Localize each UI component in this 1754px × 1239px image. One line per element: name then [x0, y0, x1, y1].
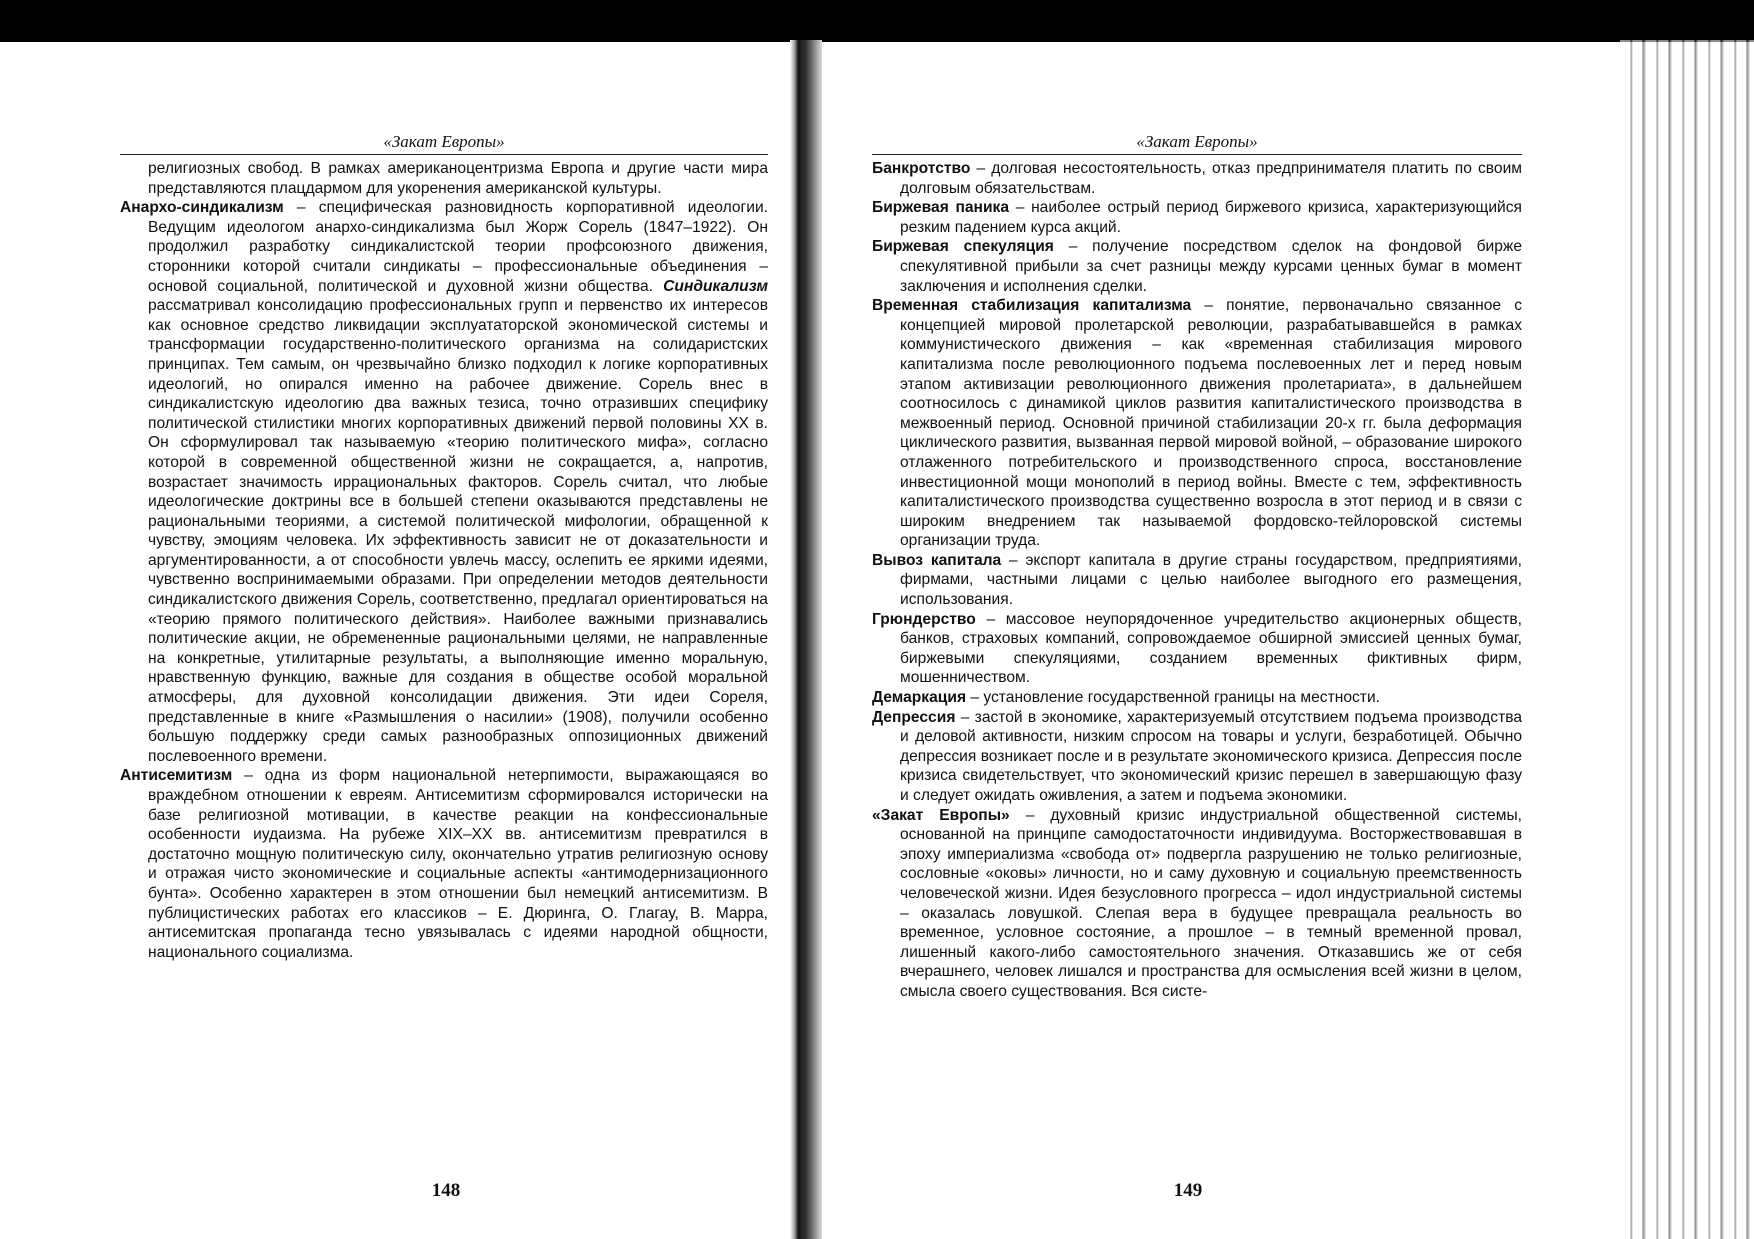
- left-page-number: 148: [431, 1180, 461, 1201]
- entry-text: – установление государственной границы на местности.: [966, 689, 1380, 707]
- entry-term: Демаркация: [872, 689, 967, 707]
- left-running-head: «Закат Европы»: [120, 130, 768, 155]
- entry-term: Грюндерство: [872, 610, 976, 628]
- book-spine-shadow-right: [804, 40, 822, 1239]
- entry-emphasis: Синдикализм: [663, 277, 768, 295]
- right-page-number: 149: [1173, 1180, 1203, 1201]
- entry-term: Депрессия: [872, 708, 956, 726]
- entry-text: – понятие, первоначально связанное с концепцией мировой пролетарской революции, разрабатывавшейся в рамках коммунистического движения – как «временная стабилизация мирового капитализма после революционного подъема послевоенных лет и перед новым этапом активизации революционного движения пролетариата», в дальнейшем соотносилось с динамикой циклов развития капиталистического производства в межвоенный период. Основной причиной стабилизации 20-х гг. была деформация циклического развития, вызванная первой мировой войной, – образование широкого отлаженного потребительского и производственного спроса, восстановление инвестиционной мощи монополий в период войны. Вместе с тем, эффективность капиталистического производства существенно возросла в этот период и в связи с широким внедрением так называемой фордовско-тейлоровской системы организации труда.: [900, 297, 1522, 550]
- left-page-text: [120, 159, 768, 962]
- entry-text: рассматривал консолидацию профессиональных групп и первенство их интересов как основное средство ликвидации эксплуататорской экономической системы и трансформации государственно-политического организма на солидаристских принципах. Тем самым, он чрезвычайно близко подходил к логике корпоративных идеологий, но опирался именно на рабочее движение. Сорель внес в синдикалистскую идеологию два важных тезиса, точно отразивших специфику политической стилистики многих корпоративных движений первой половины XX в. Он сформулировал так называемую «теорию политического мифа», согласно которой в современной общественной жизни не сокращается, а, напротив, возрастает значимость иррациональных факторов. Сорель считал, что любые идеологические доктрины все в большей степени оказываются представлены не рациональными теориями, а системой политической мифологии, обращенной к чувству, эмоциям человека. Их эффективность зависит не от доказательности и аргументированности, а от способности увлечь массу, ослепить ее яркими идеями, чувственно воспринимаемыми образами. При определении методов деятельности синдикалистского движения Сорель, соответственно, предлагал ориентироваться на «теорию прямого политического действия». Наиболее важными признавались политические акции, не обремененные рациональными целями, не направленные на конкретные, утилитарные результаты, а выполняющие именно моральную, нравственную функцию, важные для создания в обществе особой моральной атмосферы, для духовной консолидации движения. Эти идеи Сореля, представленные в книге «Размышления о насилии» (1908), получили особенно большую поддержку среди самых разнообразных оппозиционных движений послевоенного времени.: [148, 297, 768, 765]
- entry-text: – застой в экономике, характеризуемый отсутствием подъема производства и деловой активности, низким спросом на товары и услуги, безработицей. Обычно депрессия возникает после и в результате экономического кризиса. Депрессия после кризиса свидетельствует, что экономический кризис перешел в завершающую фазу и следует ожидать оживления, а затем и подъема экономики.: [900, 708, 1522, 804]
- entry-text: – экспорт капитала в другие страны государством, предприятиями, фирмами, частными лицами с целью наиболее выгодного его размещения, использования.: [900, 551, 1522, 609]
- entry-text: – одна из форм национальной нетерпимости, выражающаяся во враждебном отношении к евреям. Антисемитизм сформировался исторически на базе религиозной мотивации, в качестве реакции на конфессиональные особенности иудаизма. На рубеже XIX–XX вв. антисемитизм превратился в достаточно мощную политическую силу, окончательно утратив религиозную основу и отражая чисто экономические и социальные аспекты «антимодернизационного бунта». Особенно характерен в этом отношении был немецкий антисемитизм. В публицистических работах его классиков – Е. Дюринга, О. Глагау, В. Марра, антисемитская пропаганда тесно увязывалась с идеями народной общности, национального социализма.: [148, 767, 768, 961]
- entry-text: – массовое неупорядоченное учредительство акционерных обществ, банков, страховых компаний, сопровождаемое обширной эмиссией ценных бумаг, биржевыми спекуляциями, созданием временных фиктивных фирм, мошенничеством.: [900, 610, 1522, 687]
- entry-text: – получение посредством сделок на фондовой бирже спекулятивной прибыли за счет разницы между курсами ценных бумаг в момент заключения и исполнения сделки.: [900, 238, 1522, 295]
- left-page: [120, 130, 768, 962]
- page-edges-right: [1620, 40, 1754, 1239]
- right-page-text: [872, 159, 1522, 1002]
- entry-term: Банкротство: [872, 160, 971, 177]
- entry-text: – наиболее острый период биржевого кризиса, характеризующийся резким падением курса акций.: [900, 199, 1522, 236]
- entry-antisemitism: [120, 766, 768, 962]
- entry-term: «Закат Европы»: [872, 806, 1010, 824]
- entry-term: Биржевая спекуляция: [872, 238, 1054, 256]
- entry-term: Анархо-синдикализм: [120, 199, 284, 217]
- entry-demarcation: [872, 688, 1522, 708]
- book-spine-shadow-left: [790, 40, 804, 1239]
- continuation-paragraph: религиозных свобод. В рамках американоцентризма Европа и другие части мира представляются плацдармом для укоренения американской культуры.: [148, 160, 768, 197]
- entry-text: – долговая несостоятельность, отказ предпринимателя платить по своим долговым обязательствам.: [900, 160, 1522, 197]
- entry-text: – специфическая разновидность корпоративной идеологии. Ведущим идеологом анархо-синдикализма был Жорж Сорель (1847–1922). Он продолжил разработку синдикалистской теории профсоюзного движения, сторонники которой считали синдикаты – профессиональные объединения – основой социальной, политической и духовной жизни общества.: [148, 199, 768, 295]
- entry-decline-of-europe: [872, 806, 1522, 1002]
- entry-term: Вывоз капитала: [872, 551, 1002, 569]
- entry-anarcho-syndicalism: [120, 198, 768, 766]
- entry-depression: [872, 708, 1522, 806]
- entry-capital-export: [872, 551, 1522, 610]
- entry-term: Биржевая паника: [872, 199, 1010, 217]
- entry-term: Временная стабилизация капитализма: [872, 297, 1192, 315]
- scan-top-border: [0, 0, 1754, 42]
- entry-text: – духовный кризис индустриальной общественной системы, основанной на принципе самодостаточности индивидуума. Восторжествовавшая в эпоху империализма «свобода от» подвергла разрушению не только религиозные, сословные «оковы» личности, но и саму духовную и социальную преемственность человеческой жизни. Идея безусловного прогресса – идол индустриальной системы – оказалась ловушкой. Слепая вера в будущее превращала реальность во временное, условное состояние, а прошлое – в темный временной провал, лишенный какого-либо самостоятельного значения. Отказавшись же от себя вчерашнего, человек лишался и пространства для осмысления всей жизни в целом, смысла своего существования. Вся систе-: [900, 806, 1522, 1000]
- right-running-head: «Закат Европы»: [872, 130, 1522, 155]
- entry-term: Антисемитизм: [120, 767, 233, 785]
- entry-temporary-stabilization: [872, 296, 1522, 551]
- entry-stock-panic: [872, 198, 1522, 237]
- right-page: [872, 130, 1522, 1002]
- entry-bankruptcy: [872, 159, 1522, 198]
- entry-stock-speculation: [872, 237, 1522, 296]
- entry-grunderstvo: [872, 610, 1522, 688]
